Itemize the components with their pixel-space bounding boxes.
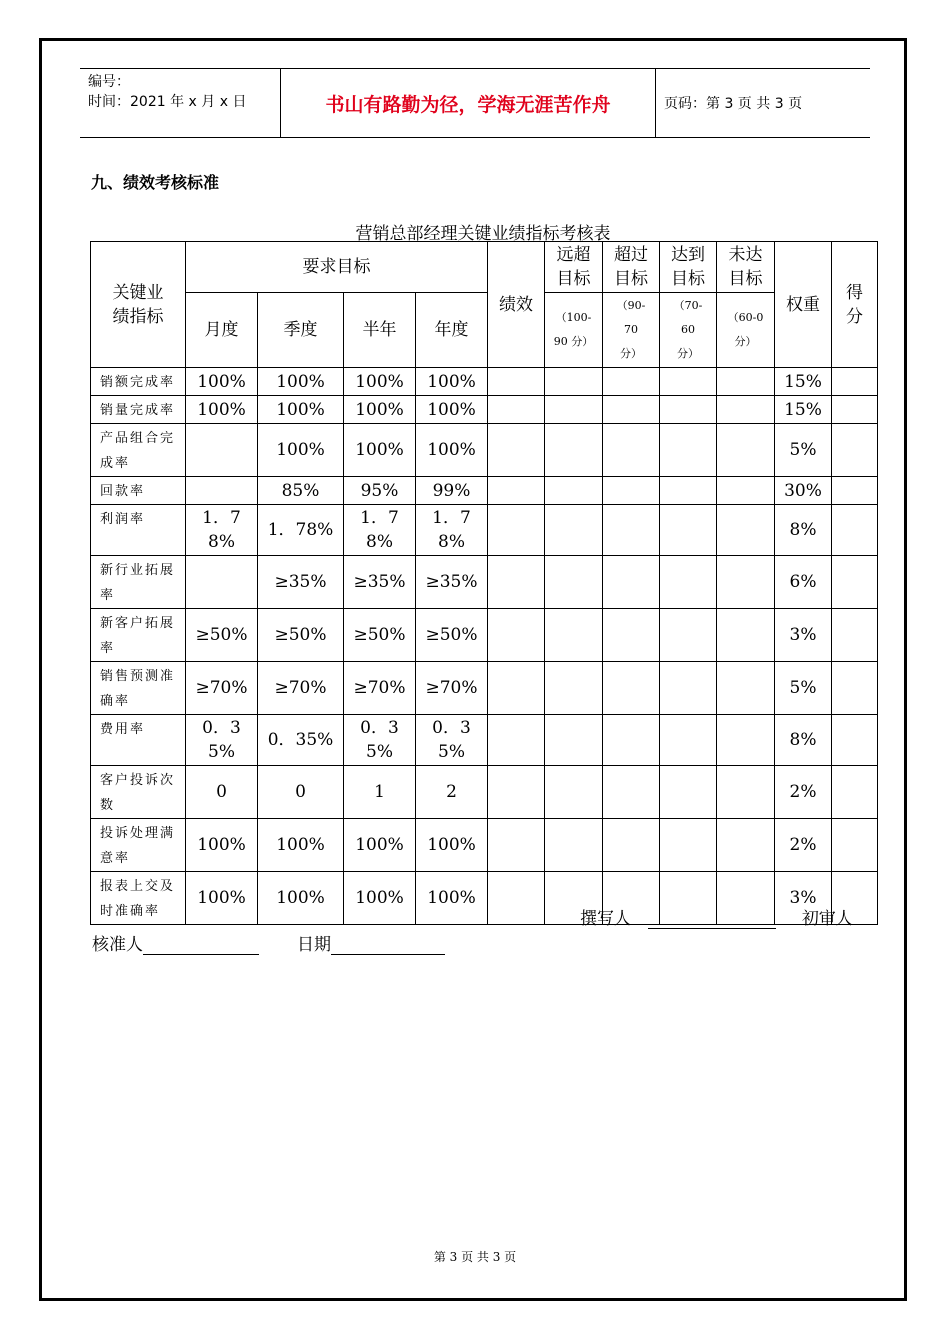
weight-cell: 2%: [775, 819, 832, 872]
target-year: [416, 662, 488, 715]
weight-cell: 8%: [775, 715, 832, 766]
target-year-value: 0．35%: [432, 718, 471, 762]
weight-cell: 8%: [775, 505, 832, 556]
target-quarter: [258, 766, 344, 819]
target-half: [344, 819, 416, 872]
header-quarter: 季度: [258, 293, 344, 368]
score-cell: [832, 819, 878, 872]
exceed-cell: [603, 505, 660, 556]
target-year: [416, 715, 488, 766]
exceed-cell: [603, 715, 660, 766]
weight-cell: 3%: [775, 872, 832, 925]
target-month: [186, 819, 258, 872]
performance-cell: [488, 872, 545, 925]
target-month: [186, 609, 258, 662]
performance-cell: [488, 819, 545, 872]
target-half: [344, 662, 416, 715]
target-quarter: [258, 368, 344, 396]
target-year-value: ≥70%: [425, 678, 478, 698]
target-quarter: [258, 424, 344, 477]
target-half-value: ≥50%: [353, 625, 406, 645]
table-row: [91, 766, 878, 819]
target-quarter: [258, 662, 344, 715]
exceed-cell: [603, 368, 660, 396]
target-quarter: [258, 556, 344, 609]
target-month: [186, 477, 258, 505]
header-far-exceed-score: （100-90 分）: [545, 293, 603, 368]
target-quarter-value: ≥70%: [274, 678, 327, 698]
far-exceed-cell: [545, 556, 603, 609]
target-half: [344, 505, 416, 556]
kpi-name: 回款率: [91, 477, 186, 505]
header-row-2: [91, 293, 878, 368]
exceed-cell: [603, 819, 660, 872]
target-month-value: ≥70%: [195, 678, 248, 698]
target-month-value: 100%: [197, 399, 246, 420]
weight-cell: 15%: [775, 368, 832, 396]
target-quarter: [258, 819, 344, 872]
target-month: [186, 766, 258, 819]
target-year: [416, 819, 488, 872]
reach-cell: [660, 662, 717, 715]
score-cell: [832, 766, 878, 819]
target-half: [344, 609, 416, 662]
target-month: [186, 505, 258, 556]
kpi-name: 产品组合完成率: [91, 424, 186, 477]
reach-cell: [660, 477, 717, 505]
performance-cell: [488, 424, 545, 477]
table-row: [91, 424, 878, 477]
target-year-value: 1．78%: [432, 508, 471, 552]
target-quarter-value: 0: [295, 782, 306, 802]
target-quarter: [258, 396, 344, 424]
target-month: [186, 368, 258, 396]
header-reach-score: （70-60 分）: [660, 293, 717, 368]
target-half-value: 1．78%: [360, 508, 399, 552]
kpi-name: 新行业拓展率: [91, 556, 186, 609]
performance-cell: [488, 477, 545, 505]
below-cell: [717, 556, 775, 609]
below-cell: [717, 819, 775, 872]
target-year: [416, 477, 488, 505]
signature-line-2: [92, 930, 445, 955]
table-row: [91, 368, 878, 396]
reach-cell: [660, 505, 717, 556]
weight-cell: 5%: [775, 424, 832, 477]
target-quarter-value: 100%: [276, 399, 325, 420]
target-month: [186, 715, 258, 766]
exceed-cell: [603, 424, 660, 477]
table-row: [91, 505, 878, 556]
exceed-cell: [603, 662, 660, 715]
below-cell: [717, 662, 775, 715]
header-target: 要求目标: [186, 242, 488, 293]
target-quarter: [258, 872, 344, 925]
signature-line-1: [580, 904, 853, 929]
target-year-value: 100%: [427, 440, 476, 460]
target-half-value: 100%: [355, 440, 404, 460]
reach-cell: [660, 819, 717, 872]
header-exceed: 超过目标: [603, 242, 660, 293]
target-quarter-value: 1．78%: [267, 520, 334, 540]
target-quarter-value: 100%: [276, 888, 325, 908]
reach-cell: [660, 715, 717, 766]
target-half-value: 100%: [355, 399, 404, 420]
kpi-name: 费用率: [91, 715, 186, 766]
reach-cell: [660, 766, 717, 819]
below-cell: [717, 396, 775, 424]
kpi-name: 销额完成率: [91, 368, 186, 396]
far-exceed-cell: [545, 819, 603, 872]
target-month-value: 100%: [197, 835, 246, 855]
reach-cell: [660, 368, 717, 396]
exceed-cell: [603, 766, 660, 819]
exceed-cell: [603, 396, 660, 424]
target-half: [344, 556, 416, 609]
page-indicator: 页码：第 3 页 共 3 页: [664, 96, 803, 112]
far-exceed-cell: [545, 505, 603, 556]
header-below-score: （60-0 分）: [717, 293, 775, 368]
header-row-1: [91, 242, 878, 293]
reach-cell: [660, 609, 717, 662]
kpi-name: 新客户拓展率: [91, 609, 186, 662]
target-month: [186, 662, 258, 715]
weight-cell: 5%: [775, 662, 832, 715]
target-month-value: 100%: [197, 888, 246, 908]
performance-cell: [488, 662, 545, 715]
score-cell: [832, 609, 878, 662]
target-year: [416, 505, 488, 556]
target-half: [344, 477, 416, 505]
target-quarter-value: 100%: [276, 371, 325, 392]
target-quarter-value: 100%: [276, 440, 325, 460]
target-month-value: 0: [216, 782, 227, 802]
approver-blank[interactable]: [143, 934, 259, 955]
far-exceed-cell: [545, 368, 603, 396]
writer-blank[interactable]: [648, 908, 776, 929]
target-half: [344, 766, 416, 819]
target-year: [416, 872, 488, 925]
performance-cell: [488, 368, 545, 396]
target-half: [344, 872, 416, 925]
target-year-value: 99%: [432, 480, 471, 501]
target-half-value: 95%: [360, 480, 399, 501]
target-quarter-value: ≥50%: [274, 625, 327, 645]
target-half-value: 100%: [355, 835, 404, 855]
table-row: [91, 715, 878, 766]
date-text: 时间：2021 年 x 月 x 日: [88, 94, 247, 110]
weight-cell: 6%: [775, 556, 832, 609]
writer-label: 撰写人: [580, 909, 631, 929]
reach-cell: [660, 424, 717, 477]
kpi-name: 客户投诉次数: [91, 766, 186, 819]
target-half: [344, 368, 416, 396]
table-row: [91, 396, 878, 424]
below-cell: [717, 477, 775, 505]
weight-cell: 2%: [775, 766, 832, 819]
target-quarter: [258, 505, 344, 556]
header-month: 月度: [186, 293, 258, 368]
header-performance: 绩效: [488, 242, 545, 368]
below-cell: [717, 715, 775, 766]
table-row: [91, 556, 878, 609]
score-cell: [832, 368, 878, 396]
target-quarter: [258, 715, 344, 766]
kpi-name: 利润率: [91, 505, 186, 556]
kpi-name: 销售预测准确率: [91, 662, 186, 715]
target-year: [416, 368, 488, 396]
target-quarter-value: 0．35%: [267, 730, 334, 750]
reach-cell: [660, 556, 717, 609]
target-quarter-value: 100%: [276, 835, 325, 855]
below-cell: [717, 424, 775, 477]
performance-cell: [488, 766, 545, 819]
page-footer: 第 3 页 共 3 页: [433, 1250, 517, 1264]
target-month-value: 0．35%: [202, 718, 241, 762]
target-half-value: 100%: [355, 371, 404, 392]
far-exceed-cell: [545, 424, 603, 477]
score-cell: [832, 396, 878, 424]
date-label: 日期: [297, 935, 331, 955]
approver-label: 核准人: [92, 935, 143, 955]
kpi-name: 投诉处理满意率: [91, 819, 186, 872]
target-month-value: ≥50%: [195, 625, 248, 645]
target-year: [416, 766, 488, 819]
target-year-value: 100%: [427, 399, 476, 420]
kpi-table: [90, 241, 878, 925]
below-cell: [717, 368, 775, 396]
score-cell: [832, 556, 878, 609]
header-exceed-score: （90-70 分）: [603, 293, 660, 368]
performance-cell: [488, 715, 545, 766]
kpi-name: 报表上交及时准确率: [91, 872, 186, 925]
performance-cell: [488, 396, 545, 424]
document-header: [80, 68, 870, 138]
target-quarter-value: 85%: [281, 480, 320, 501]
score-cell: [832, 477, 878, 505]
score-cell: [832, 424, 878, 477]
target-year: [416, 556, 488, 609]
header-left: [88, 72, 246, 112]
performance-cell: [488, 505, 545, 556]
section-title: 九、绩效考核标准: [91, 173, 220, 192]
target-month: [186, 396, 258, 424]
target-quarter-value: ≥35%: [274, 572, 327, 592]
header-reach: 达到目标: [660, 242, 717, 293]
far-exceed-cell: [545, 609, 603, 662]
target-quarter: [258, 477, 344, 505]
weight-cell: 15%: [775, 396, 832, 424]
kpi-name: 销量完成率: [91, 396, 186, 424]
target-month-value: 100%: [197, 371, 246, 392]
below-cell: [717, 609, 775, 662]
weight-cell: 30%: [775, 477, 832, 505]
target-quarter: [258, 609, 344, 662]
target-year-value: 2: [446, 782, 457, 802]
target-half-value: 1: [374, 782, 385, 802]
table-title: 营销总部经理关键业绩指标考核表: [355, 224, 611, 244]
below-cell: [717, 505, 775, 556]
target-year: [416, 609, 488, 662]
header-far-exceed: 远超目标: [545, 242, 603, 293]
target-month: [186, 556, 258, 609]
target-year-value: 100%: [427, 835, 476, 855]
table-row: [91, 609, 878, 662]
header-kpi: 关键业绩指标: [91, 242, 186, 368]
motto: 书山有路勤为径，学海无涯苦作舟: [280, 69, 656, 137]
header-half-year: 半年: [344, 293, 416, 368]
target-half: [344, 715, 416, 766]
target-half-value: 0．35%: [360, 718, 399, 762]
target-year-value: ≥50%: [425, 625, 478, 645]
target-half-value: ≥70%: [353, 678, 406, 698]
far-exceed-cell: [545, 715, 603, 766]
table-row: [91, 477, 878, 505]
header-year: 年度: [416, 293, 488, 368]
far-exceed-cell: [545, 662, 603, 715]
weight-cell: 3%: [775, 609, 832, 662]
target-half: [344, 424, 416, 477]
target-half-value: ≥35%: [353, 572, 406, 592]
performance-cell: [488, 609, 545, 662]
target-year: [416, 424, 488, 477]
target-half: [344, 396, 416, 424]
number-label: 编号：: [88, 74, 130, 90]
header-weight: 权重: [775, 242, 832, 368]
table-row: [91, 662, 878, 715]
target-year-value: ≥35%: [425, 572, 478, 592]
far-exceed-cell: [545, 477, 603, 505]
header-score: 得分: [832, 242, 878, 368]
reach-cell: [660, 396, 717, 424]
score-cell: [832, 662, 878, 715]
exceed-cell: [603, 556, 660, 609]
score-cell: [832, 715, 878, 766]
score-cell: [832, 505, 878, 556]
target-half-value: 100%: [355, 888, 404, 908]
target-year-value: 100%: [427, 888, 476, 908]
exceed-cell: [603, 477, 660, 505]
below-cell: [717, 766, 775, 819]
performance-cell: [488, 556, 545, 609]
table-row: [91, 819, 878, 872]
date-blank[interactable]: [331, 934, 445, 955]
target-month: [186, 424, 258, 477]
exceed-cell: [603, 609, 660, 662]
header-below: 未达目标: [717, 242, 775, 293]
target-year-value: 100%: [427, 371, 476, 392]
far-exceed-cell: [545, 766, 603, 819]
first-review-label: 初审人: [801, 909, 853, 929]
target-year: [416, 396, 488, 424]
target-month: [186, 872, 258, 925]
target-month-value: 1．78%: [202, 508, 241, 552]
far-exceed-cell: [545, 396, 603, 424]
